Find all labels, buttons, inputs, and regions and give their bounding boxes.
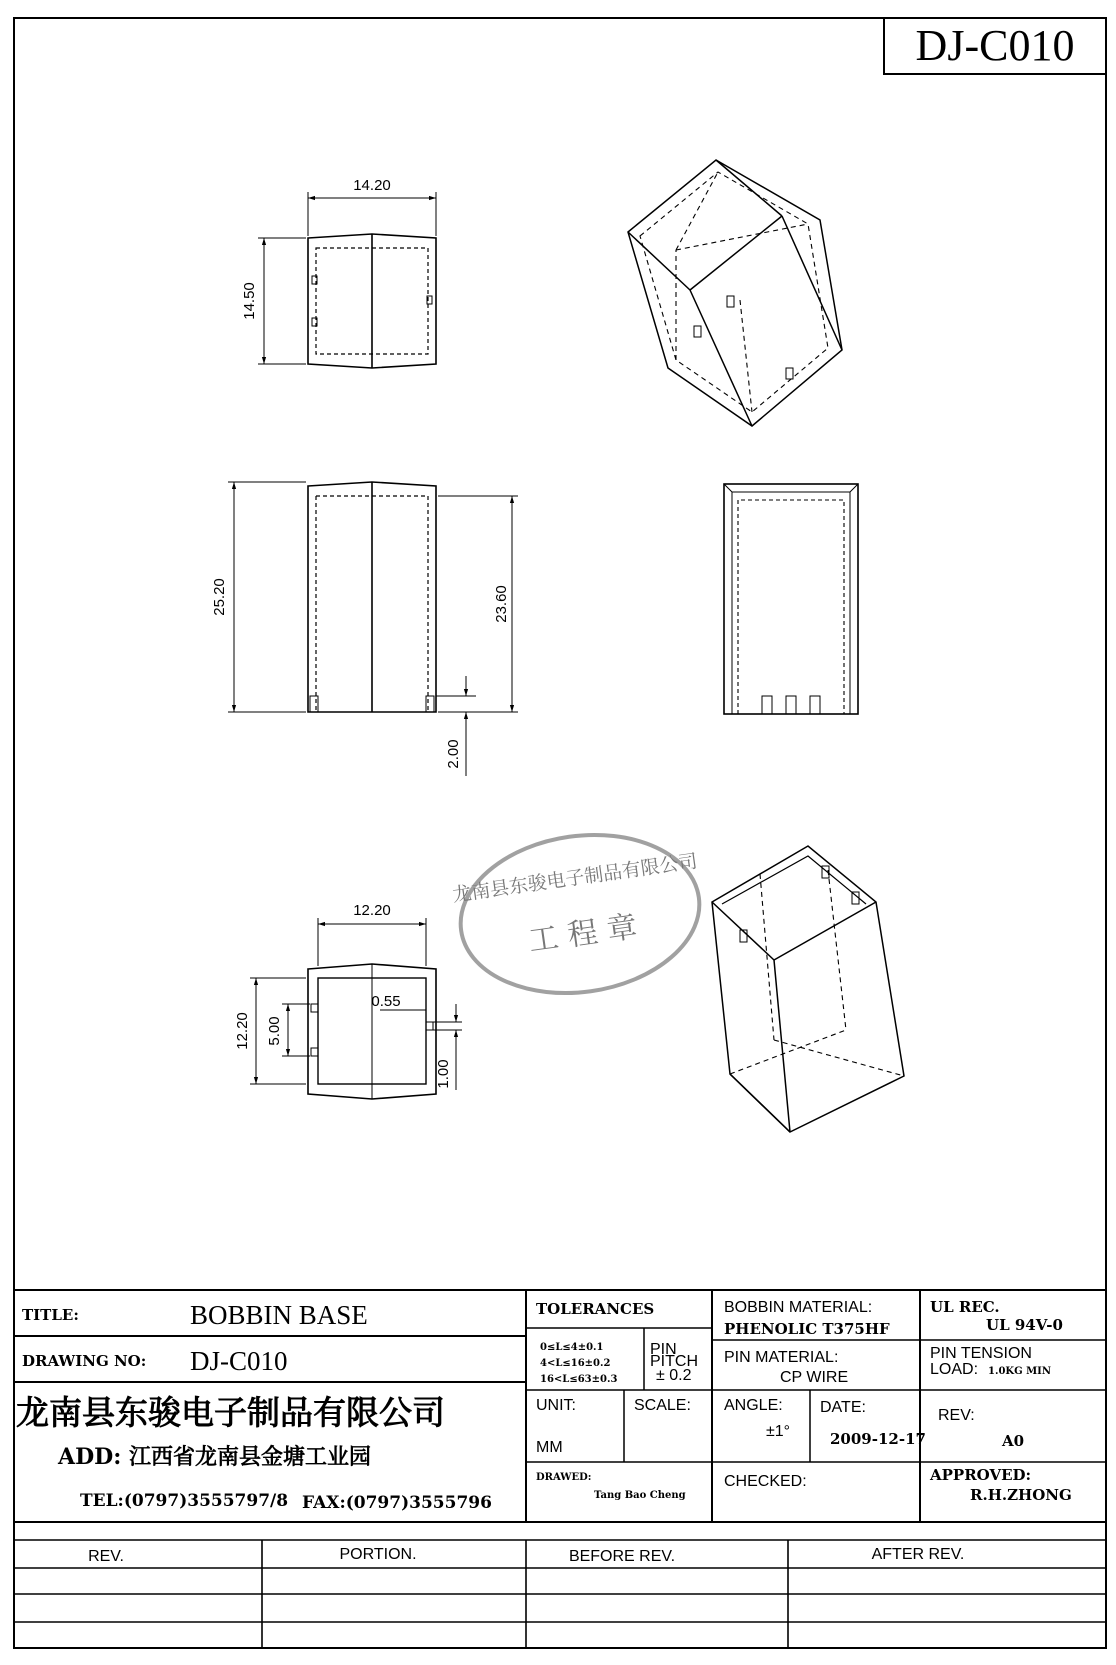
pin-pitch-line-1: PIN [650,1341,677,1358]
pin-material-label: PIN MATERIAL: [724,1349,839,1366]
dim-bottom-pin-width: 1.00 [435,1059,452,1089]
bobbin-material-label: BOBBIN MATERIAL: [724,1299,873,1316]
ul-rec-value: UL 94V-0 [986,1316,1063,1334]
drawed-label: DRAWED: [536,1472,592,1483]
ul-rec-label: UL REC. [930,1298,1000,1316]
company-tel: TEL:(0797)3555797/8 [80,1491,289,1511]
angle-label: ANGLE: [724,1397,783,1414]
stamp-company: 龙南县东骏电子制品有限公司 [451,850,699,907]
dim-top-height: 14.50 [241,282,258,320]
unit-value: MM [536,1439,563,1456]
rev-value: A0 [1002,1432,1025,1450]
title-label: TITLE: [22,1306,79,1324]
iso-view-upper [628,160,842,426]
drawing-no-value: DJ-C010 [190,1346,288,1376]
tolerance-line-2: 4<L≤16±0.2 [540,1358,611,1369]
rev-table-header-before: BEFORE REV. [568,1548,676,1565]
dim-front-inner-height: 23.60 [493,585,510,623]
pin-tension-label: LOAD: [930,1361,979,1378]
rev-label: REV: [938,1407,975,1424]
title-value: BOBBIN BASE [190,1300,368,1330]
pin-tension-line-1: PIN TENSION [930,1345,1032,1362]
dim-bottom-width: 12.20 [353,902,391,919]
company-stamp [447,820,713,1009]
date-label: DATE: [820,1399,866,1416]
bobbin-material-value: PHENOLIC T375HF [724,1320,890,1338]
unit-label: UNIT: [536,1397,576,1414]
checked-label: CHECKED: [724,1473,807,1490]
dim-front-pin-offset: 2.00 [445,739,462,769]
stamp-label: 工 程 章 [526,909,640,960]
rev-table-header-portion: PORTION. [339,1546,417,1563]
date-value: 2009-12-17 [830,1430,926,1448]
company-address: ADD: 江西省龙南县金塘工业园 [58,1444,372,1470]
pin-material-value: CP WIRE [780,1369,849,1386]
top-view [258,192,436,368]
tolerance-line-3: 16<L≤63±0.3 [540,1374,618,1385]
company-name: 龙南县东骏电子制品有限公司 [16,1393,445,1432]
bottom-view [250,918,462,1099]
pin-tension-value: 1.0KG MIN [988,1366,1051,1377]
iso-view-lower [712,846,904,1132]
side-view [724,484,858,714]
angle-value: ±1° [766,1423,791,1440]
tolerances-label: TOLERANCES [536,1300,655,1318]
company-fax: FAX:(0797)3555796 [302,1493,492,1513]
approved-value: R.H.ZHONG [970,1486,1072,1504]
front-view [228,482,518,776]
scale-label: SCALE: [634,1397,691,1414]
dim-front-outer-height: 25.20 [211,578,228,616]
dim-bottom-pin-span: 5.00 [266,1016,283,1046]
drawing-code-box [884,18,1106,74]
drawing-no-label: DRAWING NO: [22,1352,147,1370]
drawed-value: Tang Bao Cheng [594,1490,686,1501]
dim-top-width: 14.20 [353,177,391,194]
rev-table-header-after: AFTER REV. [871,1546,965,1563]
rev-table-header-rev: REV. [88,1548,124,1565]
dim-bottom-wall: 0.55 [371,993,401,1010]
tolerance-line-1: 0≤L≤4±0.1 [540,1342,604,1353]
approved-label: APPROVED: [930,1466,1032,1484]
drawing-code: DJ-C010 [915,21,1075,70]
pin-pitch-line-2: PITCH [650,1353,698,1370]
pin-pitch-value: ± 0.2 [656,1367,692,1384]
dim-bottom-height: 12.20 [234,1012,251,1050]
